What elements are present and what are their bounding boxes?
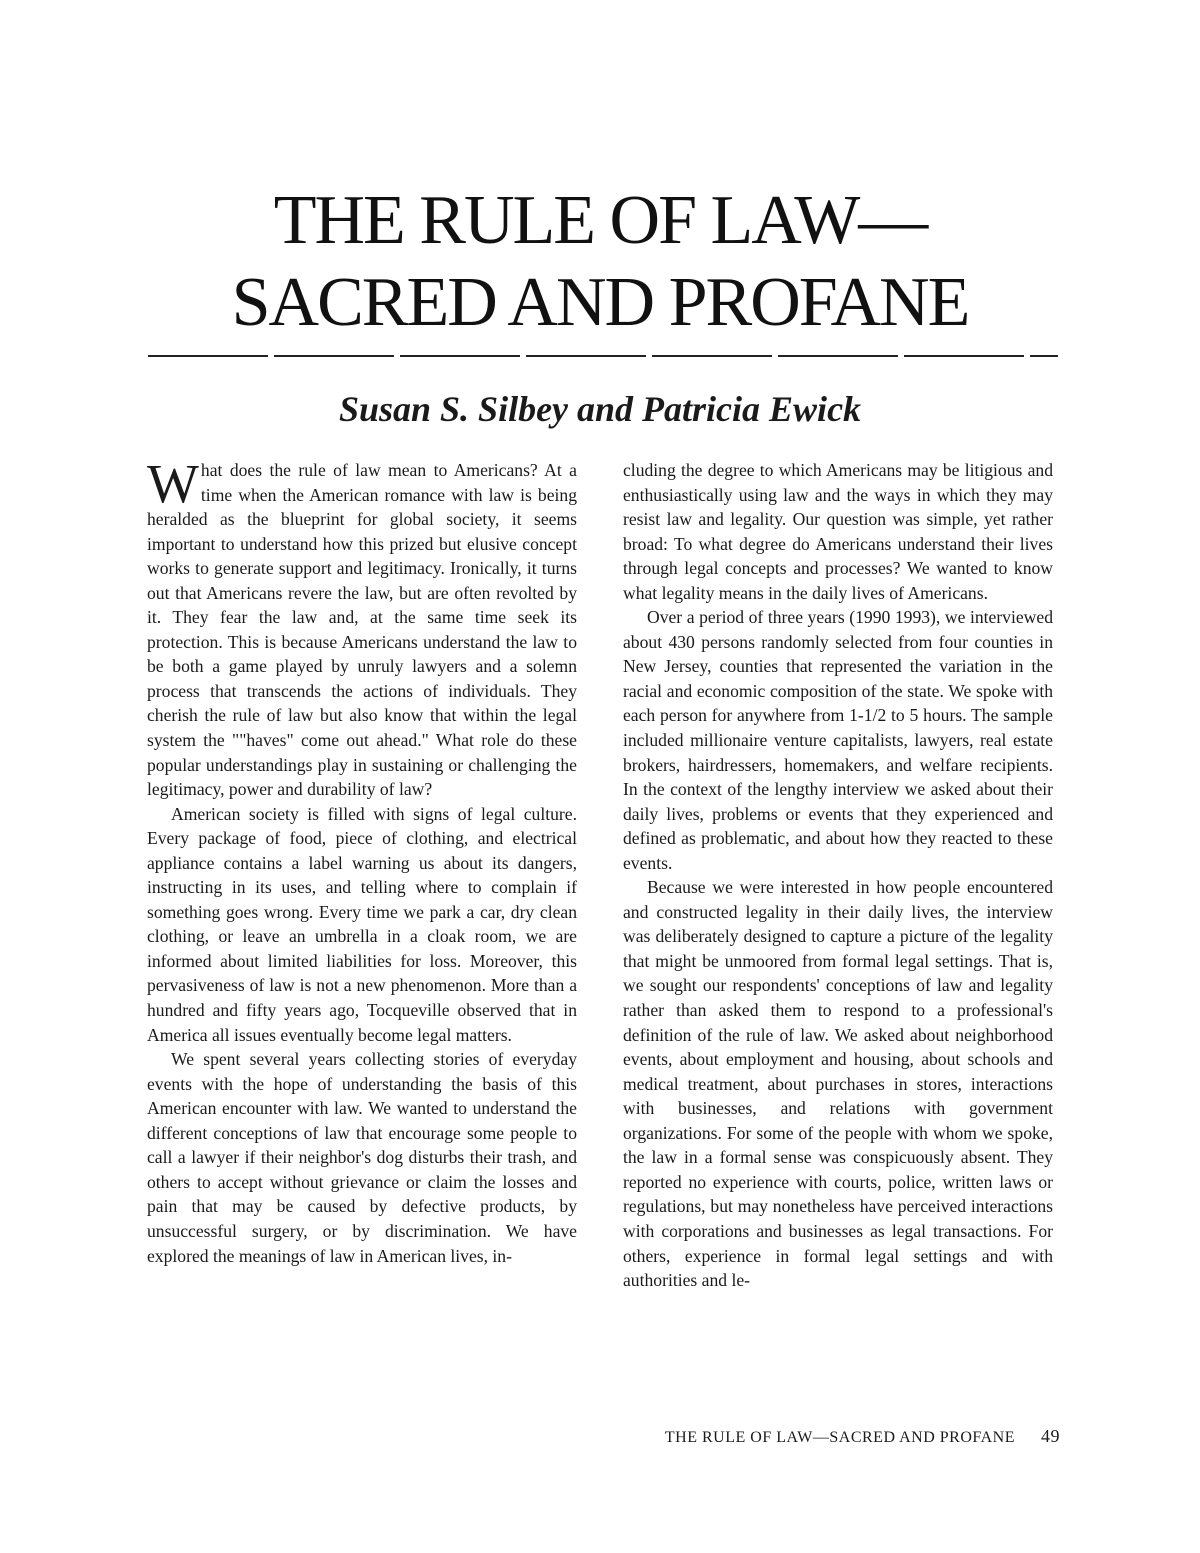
drop-cap: W xyxy=(147,453,199,514)
page-footer xyxy=(600,1426,1060,1447)
paragraph-1-text: hat does the rule of law mean to Americans? At a time when the American romance with law is being heralded as the blueprint for global society, it seems important to understand how this prized but elusive concept works to generate support and legitimacy. Ironically, it turns out that Americans revere the law, but are often revolted by it. They fear the law and, at the same time seek its protection. This is because Americans understand the law to be both a game played by unruly lawyers and a solemn process that transcends the actions of individuals. They cherish the rule of law but also know that within the legal system the ""haves" come out ahead." What role do these popular understandings play in sustaining or challenging the legitimacy, power and durability of law? xyxy=(147,460,577,800)
left-column xyxy=(147,453,577,1268)
paragraph-4: Over a period of three years (1990 1993), we interviewed about 430 persons randomly selected from four counties in New Jersey, counties that represented the variation in the racial and economic composition of the state. We spoke with each person for anywhere from 1-1/2 to 5 hours. The sample included millionaire venture capitalists, lawyers, real estate brokers, hairdressers, homemakers, and welfare recipients. In the context of the lengthy interview we asked about their daily lives, problems or events that they experienced and defined as problematic, and about how they reacted to these events. xyxy=(623,607,1053,873)
title-line-2: SACRED AND PROFANE xyxy=(231,264,969,341)
paragraph-1 xyxy=(147,453,577,802)
paragraph-3: We spent several years collecting stories of everyday events with the hope of understanding the basis of this American encounter with law. We wanted to understand the different conceptions of law that encourage some people to call a lawyer if their neighbor's dog disturbs their trash, and others to accept without grievance or claim the losses and pain that may be caused by defective products, by unsuccessful surgery, or by discrimination. We have explored the meanings of law in American lives, in- xyxy=(147,1049,577,1266)
paragraph-2: American society is filled with signs of legal culture. Every package of food, piece of clothing, and electrical appliance contains a label warning us about its dangers, instructing in its uses, and telling where to complain if something goes wrong. Every time we park a car, dry clean clothing, or leave an umbrella in a cloak room, we are informed about limited liabilities for loss. Moreover, this pervasiveness of law is not a new phenomenon. More than a hundred and fifty years ago, Tocqueville observed that in America all issues eventually become legal matters. xyxy=(147,803,577,1045)
page-number: 49 xyxy=(1041,1426,1060,1446)
running-head: THE RULE OF LAW—SACRED AND PROFANE xyxy=(664,1429,1015,1446)
author-byline: Susan S. Silbey and Patricia Ewick xyxy=(338,389,862,429)
paragraph-3-continued: cluding the degree to which Americans may be litigious and enthusiastically using law and the ways in which they may resist law and legality. Our question was simple, yet rather broad: To what degree do Americans understand their lives through legal concepts and processes? We wanted to know what legality means in the daily lives of Americans. xyxy=(623,460,1053,603)
paragraph-5: Because we were interested in how people encountered and constructed legality in their daily lives, the interview was deliberately designed to capture a picture of the legality that might be unmoored from formal legal settings. That is, we sought our respondents' conceptions of law and legality rather than asked them to respond to a professional's definition of the rule of law. We asked about neighborhood events, about employment and housing, about schools and medical treatment, about purchases in stores, interactions with businesses, and relations with government organizations. For some of the people with whom we spoke, the law in a formal sense was conspicuously absent. They reported no experience with courts, police, written laws or regulations, but may nonetheless have perceived interactions with corporations and businesses as legal transactions. For others, experience in formal legal settings and with authorities and le- xyxy=(623,877,1053,1291)
right-column xyxy=(623,458,1053,1293)
article-title xyxy=(0,180,1200,344)
title-line-1: THE RULE OF LAW— xyxy=(273,182,927,259)
title-divider xyxy=(148,355,1058,357)
